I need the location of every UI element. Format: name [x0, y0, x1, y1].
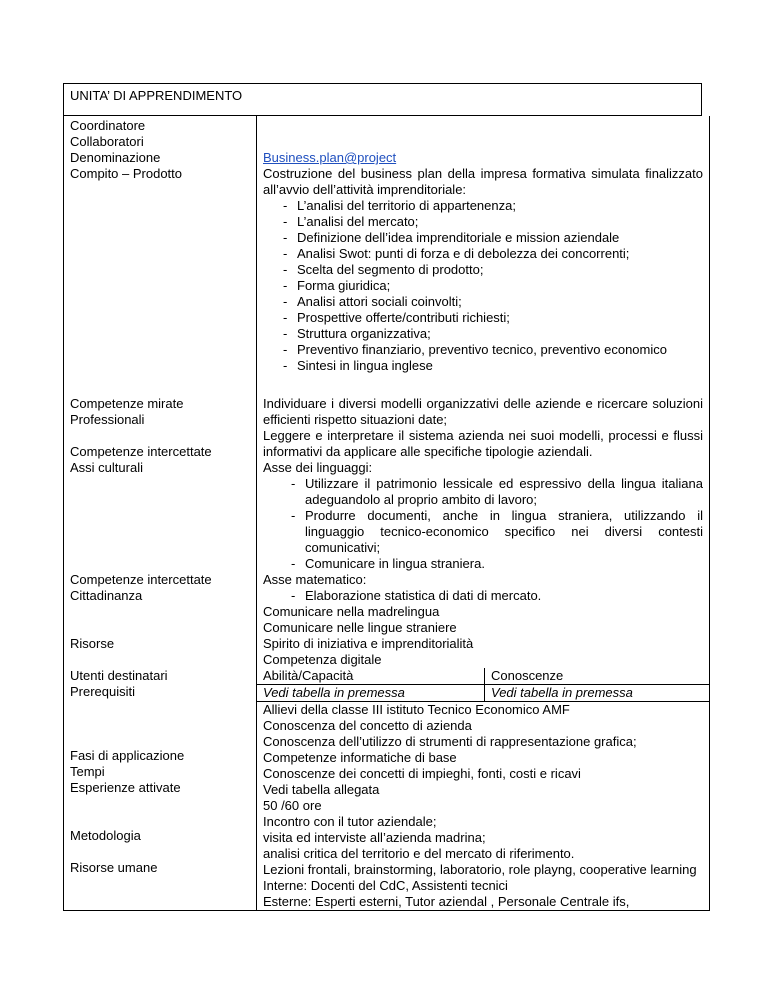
label-esperienze: Esperienze attivate [70, 780, 181, 795]
row-values-top [257, 116, 710, 396]
label-comp-mirate: Competenze mirate [70, 396, 184, 411]
conoscenze-value: Vedi tabella in premessa [485, 685, 710, 702]
label-professionali: Professionali [70, 412, 145, 427]
label-cittadinanza: Cittadinanza [70, 588, 143, 603]
label-risorse: Risorse [70, 636, 115, 651]
utenti-value: Allievi della classe III istituto Tecnico Economico AMF [263, 702, 570, 717]
label-gap [70, 876, 250, 892]
label-gap [70, 652, 250, 668]
list-item: - Analisi attori sociali coinvolti; [263, 294, 703, 310]
asse-matematico-label: Asse matematico: [263, 572, 367, 587]
label-metodologia: Metodologia [70, 828, 141, 843]
label-assi-culturali: Assi culturali [70, 460, 143, 475]
list-item: - Utilizzare il patrimonio lessicale ed espressivo della lingua italiana adeguandolo al proprio ambito di lavoro; [263, 476, 703, 508]
collaboratori-value [263, 134, 703, 150]
document-title: UNITA’ DI APPRENDIMENTO [70, 88, 243, 103]
list-item: - Comunicare in lingua straniera. [263, 556, 703, 572]
row-labels-top [64, 116, 257, 396]
learning-unit-document [63, 83, 702, 911]
table-row [64, 396, 710, 911]
compito-intro: Costruzione del business plan della impresa formativa simulata finalizzato all’avvio dell’attività imprenditoriale: [263, 166, 703, 197]
label-prerequisiti: Prerequisiti [70, 684, 136, 699]
label-compito: Compito – Prodotto [70, 166, 183, 181]
label-comp-citt: Competenze intercettate [70, 572, 212, 587]
label-gap [70, 844, 250, 860]
prerequisito-item: Conoscenza del concetto di azienda [263, 718, 472, 733]
risorse-value-row [257, 685, 709, 702]
list-item: - Forma giuridica; [263, 278, 703, 294]
fasi-value: Vedi tabella allegata [263, 782, 380, 797]
label-risorse-umane: Risorse umane [70, 860, 158, 875]
abilita-value: Vedi tabella in premessa [257, 685, 485, 702]
risorse-table [257, 668, 709, 702]
list-item: - Definizione dell’idea imprenditoriale e mission aziendale [263, 230, 703, 246]
label-gap [70, 428, 250, 444]
list-item: - Analisi Swot: punti di forza e di debolezza dei concorrenti; [263, 246, 703, 262]
list-item: - Scelta del segmento di prodotto; [263, 262, 703, 278]
asse-linguaggi-label: Asse dei linguaggi: [263, 460, 373, 475]
section-gap [263, 374, 703, 396]
conoscenze-header: Conoscenze [485, 668, 710, 685]
competenze-mirate-1: Individuare i diversi modelli organizzativi delle aziende e ricercare soluzioni efficienti rispetto situazioni date; [263, 396, 703, 427]
prerequisito-item: Conoscenze dei concetti di impieghi, fonti, costi e ricavi [263, 766, 581, 781]
label-gap [70, 476, 250, 572]
row-labels-competenze [64, 396, 257, 911]
label-comp-assi: Competenze intercettate [70, 444, 212, 459]
list-item: - L’analisi del mercato; [263, 214, 703, 230]
list-item: - Elaborazione statistica di dati di mercato. [263, 588, 703, 604]
prerequisito-item: Conoscenza dell’utilizzo di strumenti di rappresentazione grafica; [263, 734, 637, 749]
coordinatore-value [263, 118, 703, 134]
label-fasi: Fasi di applicazione [70, 748, 185, 763]
competenze-mirate-2: Leggere e interpretare il sistema azienda nei suoi modelli, processi e flussi informativi da applicare alle specifiche tipologie aziendali. [263, 428, 703, 459]
prerequisito-item: Competenze informatiche di base [263, 750, 457, 765]
esperienza-item: visita ed interviste all’azienda madrina; [263, 830, 486, 845]
table-row [64, 116, 710, 396]
label-tempi: Tempi [70, 764, 105, 779]
cittadinanza-item: Comunicare nella madrelingua [263, 604, 440, 619]
tempi-value: 50 /60 ore [263, 798, 322, 813]
metodologia-value: Lezioni frontali, brainstorming, laboratorio, role playng, cooperative learning [263, 862, 697, 877]
title-box [63, 83, 702, 116]
list-item: - Preventivo finanziario, preventivo tecnico, preventivo economico [263, 342, 703, 358]
abilita-header: Abilità/Capacità [257, 668, 485, 685]
label-gap [70, 700, 250, 748]
asse-linguaggi-list [263, 476, 703, 572]
cittadinanza-item: Competenza digitale [263, 652, 382, 667]
list-item: - Struttura organizzativa; [263, 326, 703, 342]
cittadinanza-item: Comunicare nelle lingue straniere [263, 620, 457, 635]
label-gap [70, 604, 250, 636]
learning-unit-table [63, 116, 710, 911]
compito-list [263, 198, 703, 374]
list-item: - Produrre documenti, anche in lingua straniera, utilizzando il linguaggio tecnico-economico specifico nei diversi contesti comunicativi; [263, 508, 703, 556]
label-gap [70, 796, 250, 828]
list-item: - Sintesi in lingua inglese [263, 358, 703, 374]
label-coordinatore: Coordinatore [70, 118, 146, 133]
label-collaboratori: Collaboratori [70, 134, 144, 149]
esperienza-item: analisi critica del territorio e del mercato di riferimento. [263, 846, 575, 861]
label-denominazione: Denominazione [70, 150, 161, 165]
risorse-umane-item: Esterne: Esperti esterni, Tutor aziendal , Personale Centrale ifs, [263, 894, 630, 909]
risorse-umane-item: Interne: Docenti del CdC, Assistenti tecnici [263, 878, 508, 893]
row-values-competenze [257, 396, 710, 911]
denominazione-link[interactable]: Business.plan@project [263, 150, 397, 165]
list-item: - L’analisi del territorio di appartenenza; [263, 198, 703, 214]
cittadinanza-item: Spirito di iniziativa e imprenditorialità [263, 636, 474, 651]
esperienza-item: Incontro con il tutor aziendale; [263, 814, 437, 829]
label-utenti: Utenti destinatari [70, 668, 168, 683]
asse-matematico-list [263, 588, 703, 604]
list-item: - Prospettive offerte/contributi richiesti; [263, 310, 703, 326]
risorse-header-row [257, 668, 709, 685]
